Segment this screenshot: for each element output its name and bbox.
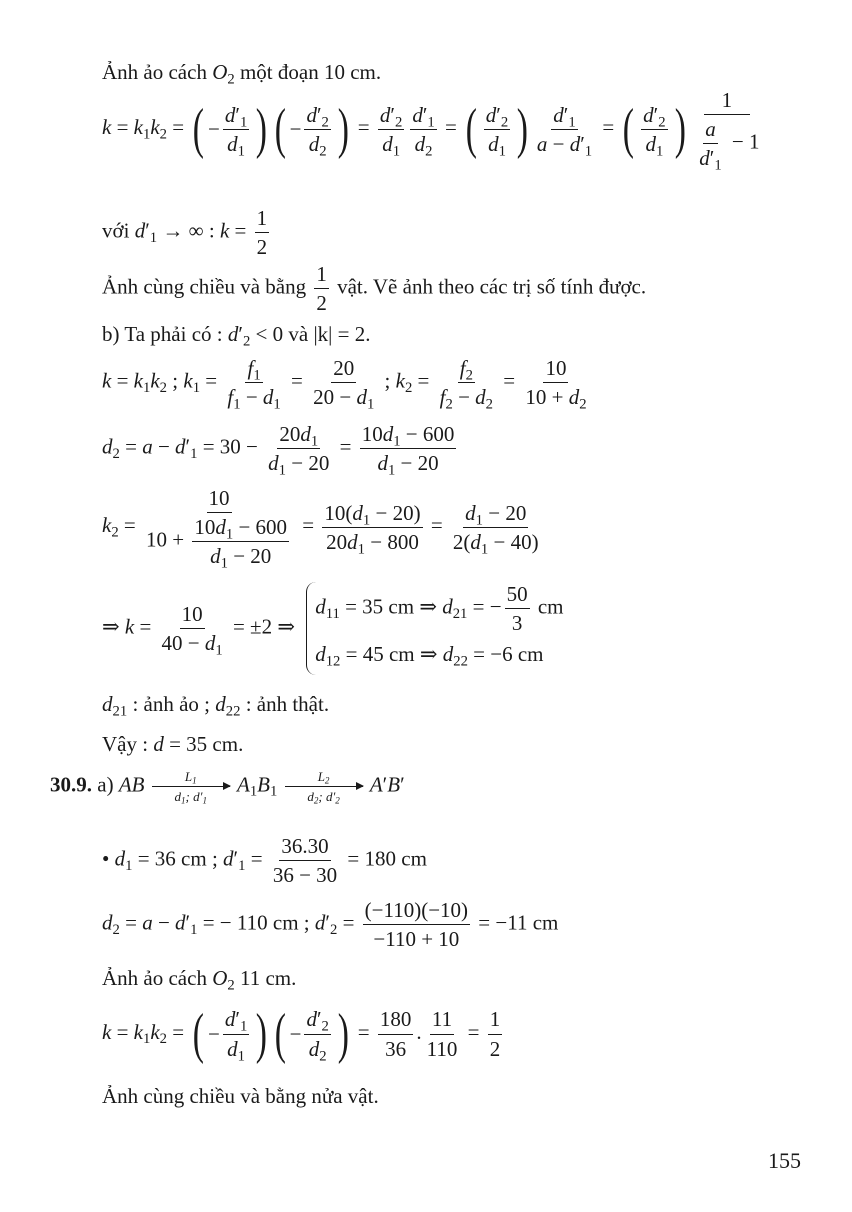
d2-value-line: $d_2 = a - d'_1$ = − 110 cm ; $d'_2$ = $\frac{(-110)(-10)}{-110 + 10}$ = −11 cm (102, 898, 559, 952)
final-k-equation: $k = k_1k_2$ = ( − $\frac{d'_1}{d_1}$ )( − $\frac{d'_2}{d_2}$ ) = $\frac{180}{36}$ . $\frac{11}{110}$ = $\frac{1}{2}$ (102, 1006, 505, 1062)
conclusion-line-1: $d_{21}$ : ảnh ảo ; $d_{22}$ : ảnh thật. (102, 692, 330, 720)
lens-1-arrow: $\frac{L_1}{d_1; d'_1}$ (152, 770, 230, 803)
text-segment: b) Ta phải có : (102, 322, 228, 346)
text-segment: với (102, 218, 135, 243)
case-1: $d_{11} = 35$ cm ⇒ $d_{21}$ = − $\frac{50}{3}$ cm (315, 582, 564, 636)
text-segment: Ảnh ảo cách (102, 60, 213, 84)
image-description-line: Ảnh cùng chiều và bằng $\frac{1}{2}$ vật. Vẽ ảnh theo các trị số tính được. (102, 262, 647, 316)
text-segment: một đoạn 10 cm. (234, 60, 382, 84)
case-2: $d_{12} = 45$ cm ⇒ $d_{22} = -6$ cm (315, 642, 544, 670)
k2-equation: $k_2$ = 10 10 + $\frac{10d_1 - 600}{d_1 - 20}$ = $\frac{10(d_1 - 20)}{20d_1 - 800}$ = $\frac{d_1 - 20}{2(d_1 - 40)}$ (102, 486, 539, 572)
k-result-system: ⇒ k = $\frac{10}{40 - d_1}$ = ±2 ⇒ $d_{11} = 35$ cm ⇒ $d_{21}$ = − $\frac{50}{3}$ cm $d_{12} = 45$ cm ⇒ $d_{22} = -6$ cm (102, 582, 563, 675)
text-segment: : ảnh thật. (240, 692, 330, 716)
lens-2-arrow: $\frac{L_2}{d_2; d'_2}$ (285, 770, 363, 803)
text-segment: : ảnh ảo ; (127, 692, 216, 716)
text-segment: < 0 và |k| = 2. (250, 322, 371, 346)
problem-30-9-scheme: 30.9. a) AB $\frac{L_1}{d_1; d'_1}$ $A_1B_1$ $\frac{L_2}{d_2; d'_2}$ A′B′ (50, 769, 405, 806)
text-segment: a) (97, 772, 119, 797)
image-distance-line: Ảnh ảo cách $O_2$ một đoạn 10 cm. (102, 60, 382, 88)
image-position-line: Ảnh ảo cách $O_2$ 11 cm. (102, 966, 297, 994)
text-segment: 11 cm. (234, 966, 297, 990)
text-segment: Ảnh ảo cách (102, 966, 213, 990)
d2-equation: $d_2 = a - d'_1 = 30$ − $\frac{20d_1}{d_1 - 20}$ = $\frac{10d_1 - 600}{d_1 - 20}$ (102, 422, 455, 479)
part-b-intro: b) Ta phải có : $d'_2 < 0$ và |k| = 2. (102, 322, 371, 350)
text-segment: Vậy : (102, 732, 154, 756)
page-number: 155 (768, 1148, 801, 1173)
text-segment: = 35 cm. (163, 732, 244, 756)
text-segment: Ảnh cùng chiều và bằng (102, 274, 312, 299)
magnification-equation: $k = k_1k_2$ = ( − $\frac{d'_1}{d_1}$ )( − $\frac{d'_2}{d_2}$ ) = $\frac{d'_2}{d_1}$ $\frac{d'_1}{d_2}$ = ( $\frac{d'_2}{d_1}$ ) $\frac{d'_1}{a - d'_1}$ = ( $\frac{d'_2}{d_1}$ ) 1 $\frac{a}{d'_1}$ − 1 (102, 88, 765, 170)
final-sentence: Ảnh cùng chiều và bằng nửa vật. (102, 1084, 379, 1108)
conclusion-line-2: Vậy : d = 35 cm. (102, 732, 244, 756)
text-segment: vật. Vẽ ảnh theo các trị số tính được. (331, 274, 647, 299)
solution-cases (306, 582, 563, 675)
limit-line: với $d'_1$ → ∞ : k = $\frac{1}{2}$ (102, 206, 268, 260)
problem-number: 30.9. (50, 772, 92, 797)
bullet-d1-line: • $d_1 = 36$ cm ; $d'_1$ = $\frac{36.30}{36 - 30}$ = 180 cm (102, 834, 427, 888)
k1-k2-equation: $k = k_1k_2$ ; $k_1$ = $\frac{f_1}{f_1 - d_1}$ = $\frac{20}{20 - d_1}$ ; $k_2$ = $\frac{f_2}{f_2 - d_2}$ = $\frac{10}{10 + d_2}$ (102, 356, 587, 413)
